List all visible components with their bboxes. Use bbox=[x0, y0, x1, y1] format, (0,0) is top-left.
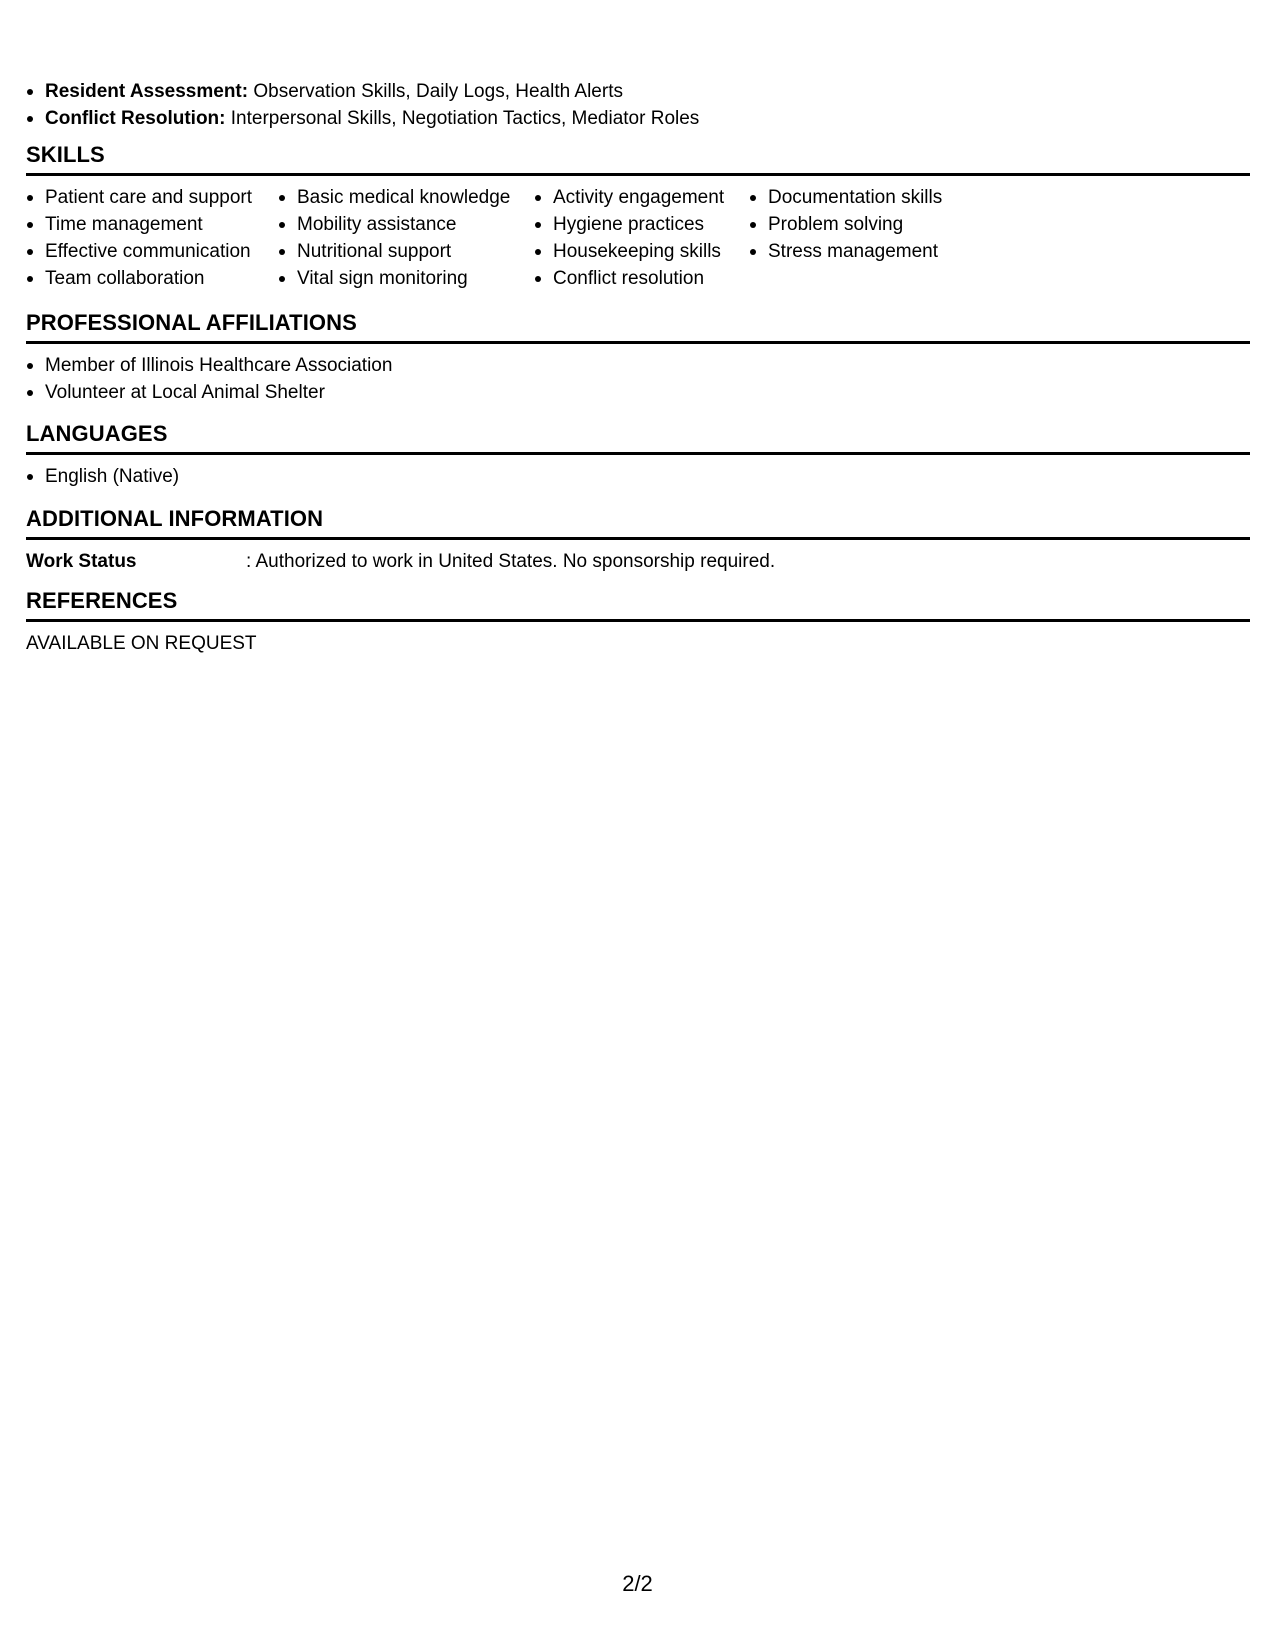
skill-item: Conflict resolution bbox=[534, 265, 724, 292]
list-item: Member of Illinois Healthcare Association bbox=[26, 352, 1250, 379]
list-item bbox=[26, 105, 699, 132]
section-title: PROFESSIONAL AFFILIATIONS bbox=[26, 310, 357, 335]
skill-item: Effective communication bbox=[26, 238, 252, 265]
skill-item: Basic medical knowledge bbox=[278, 184, 510, 211]
expertise-label: Conflict Resolution: bbox=[45, 108, 226, 129]
skills-section bbox=[26, 141, 1250, 292]
section-title: ADDITIONAL INFORMATION bbox=[26, 506, 324, 531]
page-number: 2/2 bbox=[622, 1571, 653, 1596]
affiliations-list bbox=[26, 352, 1250, 406]
section-divider bbox=[26, 173, 1250, 176]
section-divider bbox=[26, 619, 1250, 622]
skills-grid bbox=[26, 184, 1250, 292]
list-item: Volunteer at Local Animal Shelter bbox=[26, 379, 1250, 406]
skills-column bbox=[278, 184, 510, 292]
references-text: AVAILABLE ON REQUEST bbox=[26, 633, 257, 654]
expertise-text: Observation Skills, Daily Logs, Health Alerts bbox=[248, 81, 623, 102]
work-status-row bbox=[26, 548, 1250, 575]
languages-list bbox=[26, 463, 1250, 490]
skill-item: Documentation skills bbox=[749, 184, 942, 211]
skills-column bbox=[534, 184, 724, 292]
languages-section bbox=[26, 420, 1250, 490]
expertise-label: Resident Assessment: bbox=[45, 81, 249, 102]
section-title: SKILLS bbox=[26, 142, 105, 167]
work-status-label: Work Status bbox=[26, 551, 137, 572]
list-item bbox=[26, 78, 699, 105]
skill-item: Hygiene practices bbox=[534, 211, 724, 238]
expertise-text: Interpersonal Skills, Negotiation Tactics, Mediator Roles bbox=[225, 108, 700, 129]
section-title: LANGUAGES bbox=[26, 421, 168, 446]
skill-item: Problem solving bbox=[749, 211, 942, 238]
section-divider bbox=[26, 452, 1250, 455]
skill-item: Time management bbox=[26, 211, 252, 238]
skills-column bbox=[749, 184, 942, 265]
skill-item: Team collaboration bbox=[26, 265, 252, 292]
expertise-list bbox=[26, 78, 699, 132]
additional-info-section bbox=[26, 505, 1250, 575]
affiliations-section bbox=[26, 309, 1250, 406]
skill-item: Housekeeping skills bbox=[534, 238, 724, 265]
section-title: REFERENCES bbox=[26, 588, 178, 613]
section-divider bbox=[26, 341, 1250, 344]
section-divider bbox=[26, 537, 1250, 540]
work-status-value: : Authorized to work in United States. No sponsorship required. bbox=[246, 551, 776, 572]
skills-column bbox=[26, 184, 252, 292]
references-section bbox=[26, 587, 1250, 657]
skill-item: Activity engagement bbox=[534, 184, 724, 211]
skill-item: Mobility assistance bbox=[278, 211, 510, 238]
list-item: English (Native) bbox=[26, 463, 1250, 490]
skill-item: Stress management bbox=[749, 238, 942, 265]
skill-item: Vital sign monitoring bbox=[278, 265, 510, 292]
skill-item: Nutritional support bbox=[278, 238, 510, 265]
resume-page bbox=[26, 0, 1250, 1650]
skill-item: Patient care and support bbox=[26, 184, 252, 211]
